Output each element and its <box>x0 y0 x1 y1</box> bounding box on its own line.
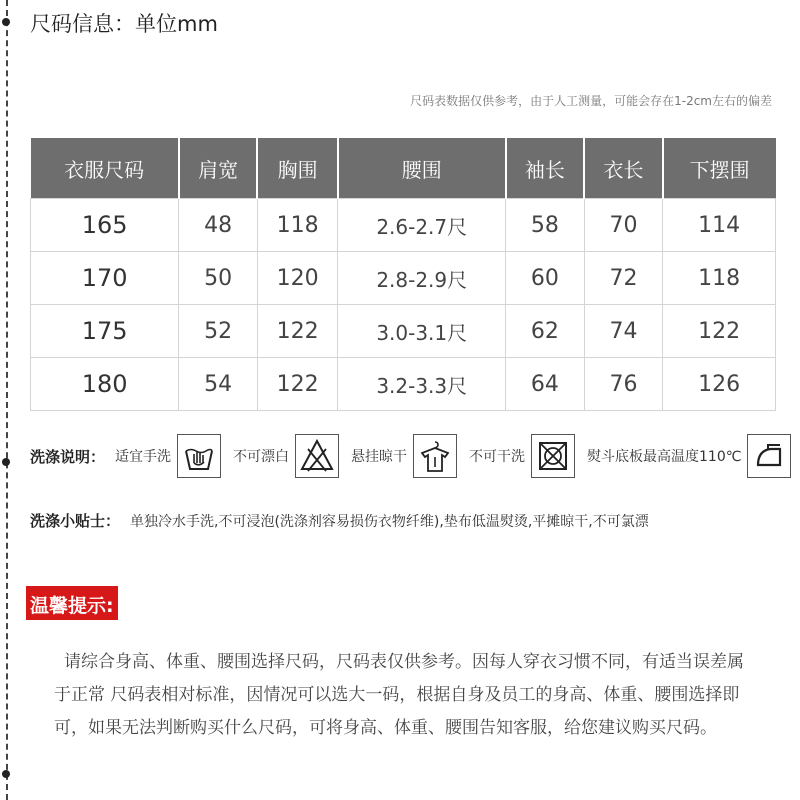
header-sleeve: 袖长 <box>506 138 585 199</box>
cell-size: 170 <box>31 252 179 305</box>
header-waist: 腰围 <box>338 138 506 199</box>
cell-size: 165 <box>31 199 179 252</box>
cell-hem: 114 <box>663 199 776 252</box>
cell-chest: 122 <box>257 305 337 358</box>
cell-sleeve: 62 <box>506 305 585 358</box>
hand-wash-icon <box>177 434 221 478</box>
cell-hem: 122 <box>663 305 776 358</box>
cell-sleeve: 60 <box>506 252 585 305</box>
cell-waist: 2.8-2.9尺 <box>338 252 506 305</box>
wash-hand-text: 适宜手洗 <box>115 449 172 465</box>
cell-hem: 126 <box>663 358 776 411</box>
cell-waist: 3.0-3.1尺 <box>338 305 506 358</box>
cell-shoulder: 54 <box>179 358 258 411</box>
cell-length: 76 <box>584 358 663 411</box>
cell-shoulder: 52 <box>179 305 258 358</box>
header-size: 衣服尺码 <box>31 138 179 199</box>
cell-sleeve: 58 <box>506 199 585 252</box>
header-chest: 胸围 <box>257 138 337 199</box>
cell-length: 74 <box>584 305 663 358</box>
size-table <box>30 138 776 411</box>
cell-chest: 122 <box>257 358 337 411</box>
wash-bleach-text: 不可漂白 <box>233 449 290 465</box>
border-dot <box>2 770 10 778</box>
warm-tips-label: 温馨提示: <box>30 595 114 617</box>
cell-waist: 3.2-3.3尺 <box>338 358 506 411</box>
header-hem: 下摆围 <box>663 138 776 199</box>
dashed-border-line <box>6 0 8 800</box>
wash-dryclean-text: 不可干洗 <box>469 449 526 465</box>
tips-label: 洗涤小贴士： <box>30 512 121 530</box>
cell-shoulder: 48 <box>179 199 258 252</box>
warm-tips-text: 请综合身高、体重、腰围选择尺码，尺码表仅供参考。因每人穿衣习惯不同，有适当误差属于正常 尺码表相对标准，因情况可以选大一码，根据自身及员工的身高、体重、腰围选择即可，如果无法判断购买什么尺码，可将身高、体重、腰围告知客服，给您建议购买尺码。 <box>54 652 744 738</box>
header-shoulder: 肩宽 <box>179 138 258 199</box>
table-header-row <box>31 138 776 199</box>
table-row <box>31 252 776 305</box>
tips-text: 单独冷水手洗,不可浸泡(洗涤剂容易损伤衣物纤维),垫布低温熨烫,平摊晾干,不可氯漂 <box>130 514 649 530</box>
wash-iron-text: 熨斗底板最高温度110℃ <box>587 449 742 465</box>
no-bleach-icon <box>295 434 339 478</box>
cell-size: 180 <box>31 358 179 411</box>
table-row <box>31 358 776 411</box>
wash-label: 洗涤说明： <box>30 447 106 466</box>
cell-hem: 118 <box>663 252 776 305</box>
wash-instructions <box>30 424 791 488</box>
measurement-note: 尺码表数据仅供参考，由于人工测量，可能会存在1-2cm左右的偏差 <box>410 94 772 108</box>
cell-waist: 2.6-2.7尺 <box>338 199 506 252</box>
wash-tips <box>30 510 649 531</box>
cell-sleeve: 64 <box>506 358 585 411</box>
cell-length: 72 <box>584 252 663 305</box>
page-title: 尺码信息：单位mm <box>30 12 218 36</box>
wash-hang-text: 悬挂晾干 <box>351 449 408 465</box>
header-length: 衣长 <box>584 138 663 199</box>
table-row <box>31 305 776 358</box>
iron-icon <box>747 434 791 478</box>
no-dry-clean-icon <box>531 434 575 478</box>
table-row <box>31 199 776 252</box>
hang-dry-icon <box>413 434 457 478</box>
cell-chest: 118 <box>257 199 337 252</box>
cell-shoulder: 50 <box>179 252 258 305</box>
border-dot <box>2 18 10 26</box>
cell-chest: 120 <box>257 252 337 305</box>
cell-size: 175 <box>31 305 179 358</box>
cell-length: 70 <box>584 199 663 252</box>
warm-tips-badge <box>26 586 118 620</box>
border-dot <box>2 458 10 466</box>
